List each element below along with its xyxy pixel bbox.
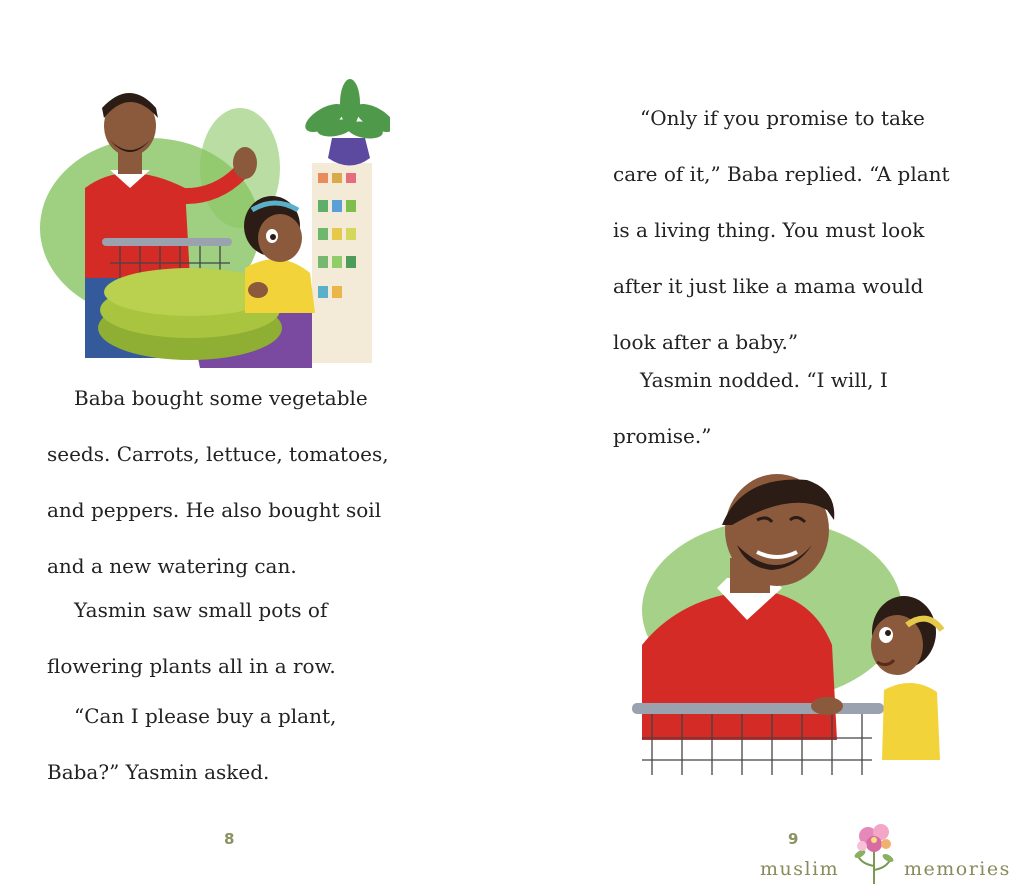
watermark-word-muslim: muslim — [760, 858, 840, 880]
flower-bouquet-icon — [848, 820, 900, 886]
text-line: seeds. Carrots, lettuce, tomatoes, — [47, 442, 389, 466]
page-number: 9 — [788, 830, 799, 848]
text-line: “Only if you promise to take — [640, 106, 925, 130]
paragraph-1 — [47, 370, 389, 594]
muslim-memories-watermark — [760, 820, 1016, 890]
paragraph-2 — [613, 352, 888, 464]
text-line: look after a baby.” — [613, 330, 799, 354]
watermark-word-memories: memories — [904, 858, 1011, 880]
text-line: and peppers. He also bought soil — [47, 498, 382, 522]
text-line: flowering plants all in a row. — [47, 654, 336, 678]
page-number: 8 — [224, 830, 235, 848]
text-line: Baba?” Yasmin asked. — [47, 760, 270, 784]
right-page — [512, 0, 1024, 896]
text-line: Yasmin nodded. “I will, I — [640, 368, 888, 392]
paragraph-3 — [47, 688, 336, 800]
text-line: after it just like a mama would — [613, 274, 924, 298]
baba-yasmin-smiling-illustration — [622, 470, 952, 780]
text-line: “Can I please buy a plant, — [74, 704, 337, 728]
baba-yasmin-shopping-illustration — [40, 78, 390, 368]
text-line: care of it,” Baba replied. “A plant — [613, 162, 950, 186]
text-line: is a living thing. You must look — [613, 218, 925, 242]
text-line: Baba bought some vegetable — [74, 386, 368, 410]
paragraph-1 — [613, 90, 950, 370]
text-line: and a new watering can. — [47, 554, 297, 578]
paragraph-2 — [47, 582, 336, 694]
text-line: promise.” — [613, 424, 712, 448]
text-line: Yasmin saw small pots of — [74, 598, 328, 622]
